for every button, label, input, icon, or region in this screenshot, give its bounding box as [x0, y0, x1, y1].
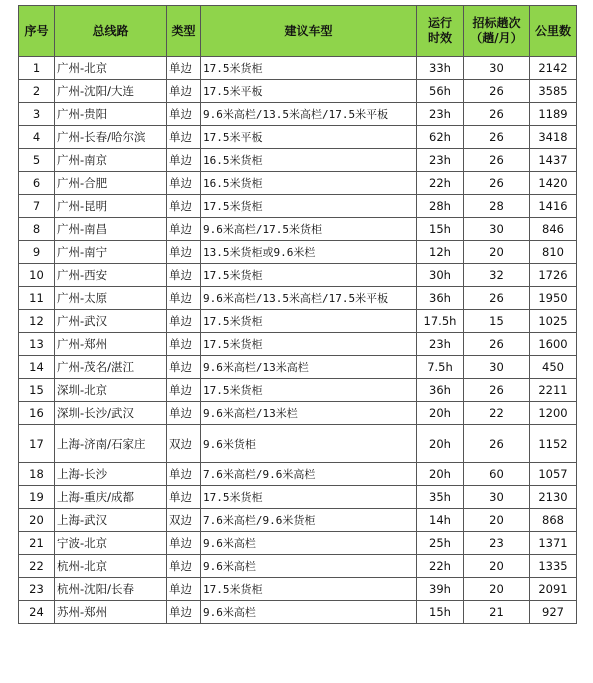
- row-number: 19: [19, 486, 55, 509]
- route-type: 单边: [167, 80, 201, 103]
- header-route: 总线路: [55, 6, 167, 57]
- vehicle-type: 17.5米货柜: [201, 578, 417, 601]
- table-row: [19, 601, 577, 624]
- table-row: [19, 80, 577, 103]
- route-type: 单边: [167, 103, 201, 126]
- table-row: [19, 149, 577, 172]
- route-type: 单边: [167, 333, 201, 356]
- table-row: [19, 103, 577, 126]
- header-no: 序号: [19, 6, 55, 57]
- run-time: 23h: [417, 149, 464, 172]
- trip-count: 15: [464, 310, 530, 333]
- table-row: [19, 172, 577, 195]
- run-time: 36h: [417, 287, 464, 310]
- row-number: 3: [19, 103, 55, 126]
- table-row: [19, 425, 577, 463]
- row-number: 8: [19, 218, 55, 241]
- distance-km: 1189: [530, 103, 577, 126]
- table-row: [19, 264, 577, 287]
- row-number: 10: [19, 264, 55, 287]
- distance-km: 1335: [530, 555, 577, 578]
- route-name: 广州-北京: [55, 57, 167, 80]
- route-name: 广州-郑州: [55, 333, 167, 356]
- table-row: [19, 57, 577, 80]
- route-type: 单边: [167, 149, 201, 172]
- vehicle-type: 17.5米货柜: [201, 379, 417, 402]
- trip-count: 23: [464, 532, 530, 555]
- table-row: [19, 555, 577, 578]
- route-name: 广州-沈阳/大连: [55, 80, 167, 103]
- vehicle-type: 7.6米高栏/9.6米高栏: [201, 463, 417, 486]
- vehicle-type: 17.5米平板: [201, 126, 417, 149]
- vehicle-type: 9.6米高栏/13米栏: [201, 402, 417, 425]
- trip-count: 22: [464, 402, 530, 425]
- vehicle-type: 9.6米货柜: [201, 425, 417, 463]
- vehicle-type: 17.5米平板: [201, 80, 417, 103]
- vehicle-type: 13.5米货柜或9.6米栏: [201, 241, 417, 264]
- vehicle-type: 9.6米高栏/13.5米高栏/17.5米平板: [201, 287, 417, 310]
- route-type: 单边: [167, 264, 201, 287]
- vehicle-type: 17.5米货柜: [201, 333, 417, 356]
- table-row: [19, 578, 577, 601]
- trip-count: 20: [464, 241, 530, 264]
- route-type: 单边: [167, 379, 201, 402]
- table-row: [19, 310, 577, 333]
- table-body: [19, 57, 577, 624]
- row-number: 1: [19, 57, 55, 80]
- run-time: 28h: [417, 195, 464, 218]
- row-number: 9: [19, 241, 55, 264]
- distance-km: 1025: [530, 310, 577, 333]
- table-row: [19, 402, 577, 425]
- vehicle-type: 9.6米高栏: [201, 532, 417, 555]
- run-time: 7.5h: [417, 356, 464, 379]
- run-time: 15h: [417, 601, 464, 624]
- row-number: 7: [19, 195, 55, 218]
- route-name: 上海-长沙: [55, 463, 167, 486]
- route-name: 广州-长春/哈尔滨: [55, 126, 167, 149]
- vehicle-type: 17.5米货柜: [201, 486, 417, 509]
- distance-km: 1600: [530, 333, 577, 356]
- route-type: 单边: [167, 241, 201, 264]
- run-time: 22h: [417, 555, 464, 578]
- route-name: 上海-重庆/成都: [55, 486, 167, 509]
- route-name: 广州-南宁: [55, 241, 167, 264]
- trip-count: 30: [464, 356, 530, 379]
- distance-km: 1416: [530, 195, 577, 218]
- distance-km: 1371: [530, 532, 577, 555]
- header-trips-line2: （趟/月）: [470, 31, 523, 45]
- distance-km: 3418: [530, 126, 577, 149]
- row-number: 15: [19, 379, 55, 402]
- distance-km: 1726: [530, 264, 577, 287]
- trip-count: 28: [464, 195, 530, 218]
- trip-count: 26: [464, 333, 530, 356]
- row-number: 4: [19, 126, 55, 149]
- header-type: 类型: [167, 6, 201, 57]
- vehicle-type: 16.5米货柜: [201, 149, 417, 172]
- distance-km: 846: [530, 218, 577, 241]
- route-table: [18, 5, 577, 624]
- trip-count: 21: [464, 601, 530, 624]
- route-name: 苏州-郑州: [55, 601, 167, 624]
- table-row: [19, 356, 577, 379]
- header-km: 公里数: [530, 6, 577, 57]
- distance-km: 927: [530, 601, 577, 624]
- route-name: 广州-西安: [55, 264, 167, 287]
- route-type: 单边: [167, 601, 201, 624]
- route-type: 单边: [167, 555, 201, 578]
- row-number: 24: [19, 601, 55, 624]
- table-row: [19, 463, 577, 486]
- route-name: 深圳-北京: [55, 379, 167, 402]
- header-time-line2: 时效: [427, 31, 452, 45]
- route-name: 上海-济南/石家庄: [55, 425, 167, 463]
- table-row: [19, 379, 577, 402]
- distance-km: 1152: [530, 425, 577, 463]
- route-type: 单边: [167, 287, 201, 310]
- trip-count: 26: [464, 80, 530, 103]
- header-row: [19, 6, 577, 57]
- run-time: 20h: [417, 402, 464, 425]
- route-type: 单边: [167, 356, 201, 379]
- route-type: 单边: [167, 532, 201, 555]
- route-name: 广州-贵阳: [55, 103, 167, 126]
- route-type: 双边: [167, 509, 201, 532]
- row-number: 18: [19, 463, 55, 486]
- header-vehicle: 建议车型: [201, 6, 417, 57]
- row-number: 20: [19, 509, 55, 532]
- route-type: 双边: [167, 425, 201, 463]
- route-name: 杭州-北京: [55, 555, 167, 578]
- route-type: 单边: [167, 126, 201, 149]
- vehicle-type: 9.6米高栏/13米高栏: [201, 356, 417, 379]
- distance-km: 2130: [530, 486, 577, 509]
- distance-km: 810: [530, 241, 577, 264]
- distance-km: 1200: [530, 402, 577, 425]
- route-name: 广州-太原: [55, 287, 167, 310]
- route-type: 单边: [167, 402, 201, 425]
- trip-count: 26: [464, 103, 530, 126]
- trip-count: 20: [464, 509, 530, 532]
- route-name: 广州-昆明: [55, 195, 167, 218]
- route-name: 广州-合肥: [55, 172, 167, 195]
- route-name: 上海-武汉: [55, 509, 167, 532]
- run-time: 56h: [417, 80, 464, 103]
- route-type: 单边: [167, 218, 201, 241]
- row-number: 5: [19, 149, 55, 172]
- run-time: 33h: [417, 57, 464, 80]
- run-time: 17.5h: [417, 310, 464, 333]
- route-type: 单边: [167, 172, 201, 195]
- distance-km: 2091: [530, 578, 577, 601]
- vehicle-type: 9.6米高栏: [201, 555, 417, 578]
- table-row: [19, 287, 577, 310]
- run-time: 30h: [417, 264, 464, 287]
- header-trips: [464, 6, 530, 57]
- vehicle-type: 9.6米高栏: [201, 601, 417, 624]
- run-time: 36h: [417, 379, 464, 402]
- route-name: 深圳-长沙/武汉: [55, 402, 167, 425]
- distance-km: 868: [530, 509, 577, 532]
- distance-km: 3585: [530, 80, 577, 103]
- header-time: [417, 6, 464, 57]
- trip-count: 20: [464, 578, 530, 601]
- run-time: 25h: [417, 532, 464, 555]
- row-number: 2: [19, 80, 55, 103]
- row-number: 16: [19, 402, 55, 425]
- route-name: 广州-武汉: [55, 310, 167, 333]
- route-type: 单边: [167, 486, 201, 509]
- trip-count: 26: [464, 172, 530, 195]
- row-number: 22: [19, 555, 55, 578]
- row-number: 6: [19, 172, 55, 195]
- vehicle-type: 17.5米货柜: [201, 264, 417, 287]
- row-number: 11: [19, 287, 55, 310]
- row-number: 12: [19, 310, 55, 333]
- run-time: 20h: [417, 463, 464, 486]
- run-time: 35h: [417, 486, 464, 509]
- route-name: 广州-南昌: [55, 218, 167, 241]
- route-name: 宁波-北京: [55, 532, 167, 555]
- distance-km: 1057: [530, 463, 577, 486]
- table-row: [19, 486, 577, 509]
- run-time: 23h: [417, 333, 464, 356]
- run-time: 14h: [417, 509, 464, 532]
- route-type: 单边: [167, 578, 201, 601]
- distance-km: 1437: [530, 149, 577, 172]
- route-type: 单边: [167, 195, 201, 218]
- trip-count: 30: [464, 486, 530, 509]
- run-time: 39h: [417, 578, 464, 601]
- trip-count: 60: [464, 463, 530, 486]
- run-time: 23h: [417, 103, 464, 126]
- distance-km: 2142: [530, 57, 577, 80]
- vehicle-type: 7.6米高栏/9.6米货柜: [201, 509, 417, 532]
- trip-count: 26: [464, 287, 530, 310]
- distance-km: 2211: [530, 379, 577, 402]
- trip-count: 30: [464, 218, 530, 241]
- row-number: 23: [19, 578, 55, 601]
- run-time: 20h: [417, 425, 464, 463]
- route-type: 单边: [167, 310, 201, 333]
- run-time: 22h: [417, 172, 464, 195]
- trip-count: 26: [464, 425, 530, 463]
- route-type: 单边: [167, 57, 201, 80]
- row-number: 13: [19, 333, 55, 356]
- vehicle-type: 9.6米高栏/13.5米高栏/17.5米平板: [201, 103, 417, 126]
- table-row: [19, 241, 577, 264]
- trip-count: 30: [464, 57, 530, 80]
- trip-count: 26: [464, 126, 530, 149]
- table-row: [19, 509, 577, 532]
- row-number: 17: [19, 425, 55, 463]
- route-name: 广州-茂名/湛江: [55, 356, 167, 379]
- vehicle-type: 9.6米高栏/17.5米货柜: [201, 218, 417, 241]
- table-row: [19, 218, 577, 241]
- table-row: [19, 532, 577, 555]
- header-time-line1: 运行: [427, 16, 452, 30]
- route-name: 杭州-沈阳/长春: [55, 578, 167, 601]
- row-number: 21: [19, 532, 55, 555]
- route-type: 单边: [167, 463, 201, 486]
- distance-km: 1420: [530, 172, 577, 195]
- vehicle-type: 17.5米货柜: [201, 57, 417, 80]
- trip-count: 26: [464, 379, 530, 402]
- run-time: 62h: [417, 126, 464, 149]
- trip-count: 20: [464, 555, 530, 578]
- run-time: 15h: [417, 218, 464, 241]
- table-row: [19, 126, 577, 149]
- table-row: [19, 195, 577, 218]
- route-name: 广州-南京: [55, 149, 167, 172]
- vehicle-type: 17.5米货柜: [201, 310, 417, 333]
- distance-km: 450: [530, 356, 577, 379]
- vehicle-type: 16.5米货柜: [201, 172, 417, 195]
- row-number: 14: [19, 356, 55, 379]
- header-trips-line1: 招标趟次: [472, 16, 521, 30]
- run-time: 12h: [417, 241, 464, 264]
- table-row: [19, 333, 577, 356]
- vehicle-type: 17.5米货柜: [201, 195, 417, 218]
- trip-count: 32: [464, 264, 530, 287]
- distance-km: 1950: [530, 287, 577, 310]
- trip-count: 26: [464, 149, 530, 172]
